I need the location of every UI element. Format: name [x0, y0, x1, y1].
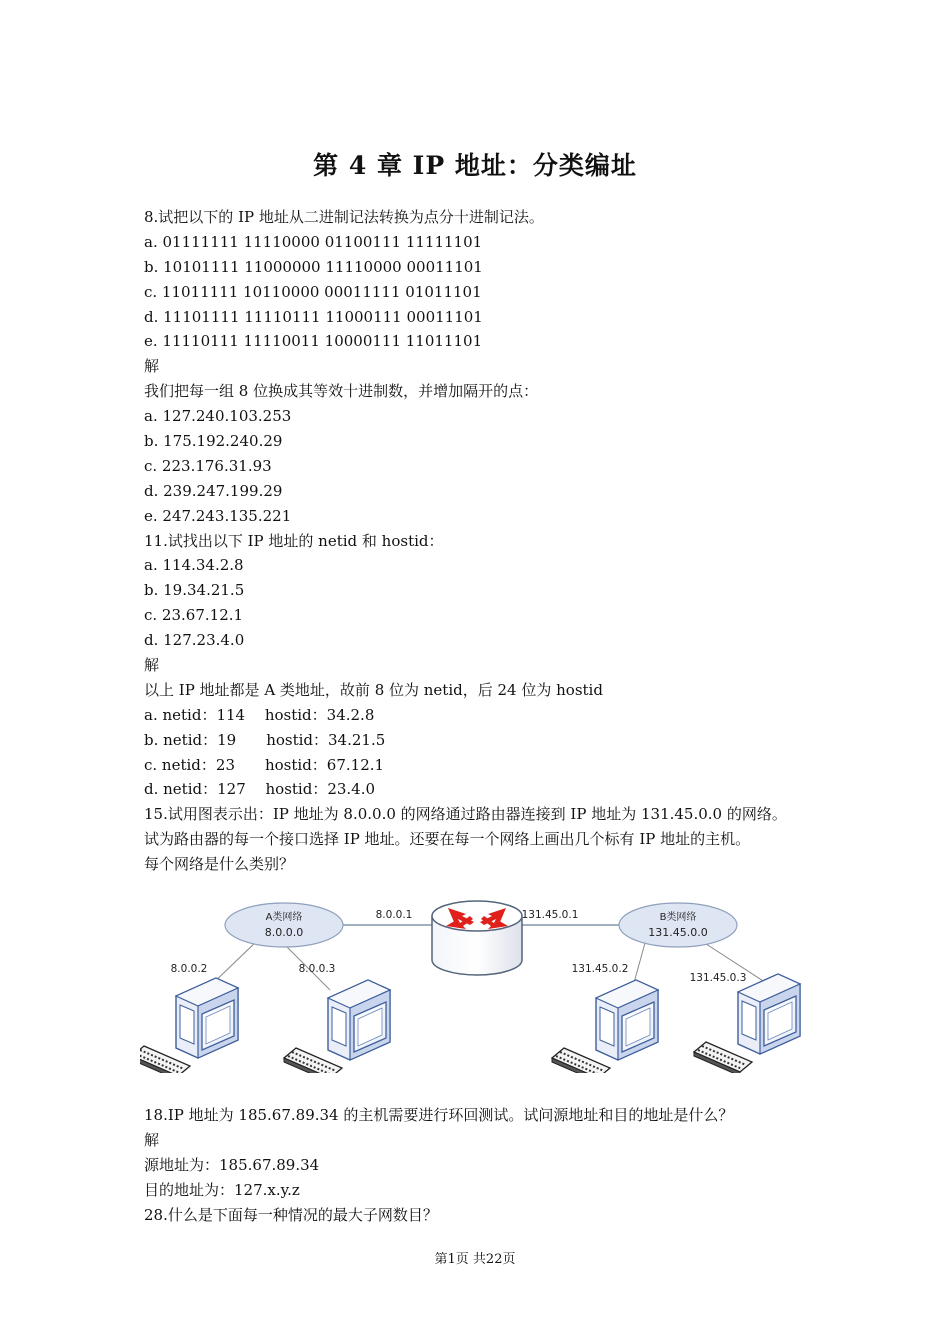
text-line: b. netid：19 hostid：34.21.5: [144, 730, 386, 749]
text-line: 28.什么是下面每一种情况的最大子网数目？: [144, 1205, 438, 1224]
host-a1-address: 8.0.0.2: [170, 963, 208, 975]
text-line: e. 11110111 11110011 10000111 11011101: [144, 332, 483, 351]
text-line: 以上 IP 地址都是 A 类地址，故前 8 位为 netid，后 24 位为 hostid: [144, 680, 603, 699]
network-a-label: A类网络: [265, 912, 303, 923]
text-line: 解: [144, 656, 160, 675]
network-b-label: B类网络: [659, 912, 697, 923]
text-line: 11.试找出以下 IP 地址的 netid 和 hostid：: [144, 531, 444, 550]
host-b2-address: 131.45.0.3: [689, 972, 747, 984]
text-line: 源地址为：185.67.89.34: [144, 1155, 320, 1174]
network-b-address: 131.45.0.0: [648, 926, 708, 939]
text-line: e. 247.243.135.221: [144, 506, 292, 525]
text-line: a. netid：114 hostid：34.2.8: [144, 705, 375, 724]
text-line: a. 127.240.103.253: [144, 407, 292, 426]
text-line: 15.试用图表示出：IP 地址为 8.0.0.0 的网络通过路由器连接到 IP 地址为 131.45.0.0 的网络。: [144, 805, 787, 824]
content-after-diagram: [144, 1103, 824, 1227]
network-a-address: 8.0.0.0: [264, 926, 304, 939]
router-interface-b: 131.45.0.1: [521, 909, 579, 921]
network-diagram: [140, 888, 820, 1073]
text-line: 解: [144, 1130, 160, 1149]
text-line: d. 239.247.199.29: [144, 481, 283, 500]
computer-icon: [552, 980, 658, 1073]
text-line: b. 10101111 11000000 11110000 00011101: [144, 257, 483, 276]
text-line: d. 11101111 11110111 11000111 00011101: [144, 307, 483, 326]
router-interface-a: 8.0.0.1: [375, 909, 413, 921]
text-line: d. netid：127 hostid：23.4.0: [144, 780, 376, 799]
host-b1-address: 131.45.0.2: [571, 963, 629, 975]
computer-icon: [140, 978, 238, 1073]
computer-icon: [694, 974, 800, 1073]
router-icon: [432, 901, 522, 975]
text-line: 18.IP 地址为 185.67.89.34 的主机需要进行环回测试。试问源地址和目的地址是什么？: [144, 1106, 734, 1124]
chapter-title: 第 4 章 IP 地址：分类编址: [313, 151, 637, 180]
text-line: 我们把每一组 8 位换成其等效十进制数，并增加隔开的点：: [144, 382, 539, 401]
text-line: d. 127.23.4.0: [144, 631, 245, 650]
text-line: b. 175.192.240.29: [144, 432, 283, 451]
host-a2-address: 8.0.0.3: [298, 963, 336, 975]
text-line: a. 01111111 11110000 01100111 11111101: [144, 232, 483, 251]
page-footer: 第1页 共22页: [434, 1252, 516, 1267]
text-line: a. 114.34.2.8: [144, 556, 244, 575]
content-before-diagram: [144, 205, 824, 877]
text-line: b. 19.34.21.5: [144, 581, 245, 600]
text-line: c. 223.176.31.93: [144, 456, 272, 475]
text-line: c. 23.67.12.1: [144, 606, 244, 625]
text-line: c. netid：23 hostid：67.12.1: [144, 755, 385, 774]
text-line: 目的地址为：127.x.y.z: [144, 1180, 300, 1199]
text-line: c. 11011111 10110000 00011111 01011101: [144, 282, 482, 301]
text-line: 解: [144, 357, 160, 376]
text-line: 8.试把以下的 IP 地址从二进制记法转换为点分十进制记法。: [144, 208, 544, 226]
computer-icon: [284, 980, 390, 1073]
text-line: 每个网络是什么类别？: [144, 855, 295, 874]
text-line: 试为路由器的每一个接口选择 IP 地址。还要在每一个网络上画出几个标有 IP 地址的主机。: [144, 830, 751, 849]
